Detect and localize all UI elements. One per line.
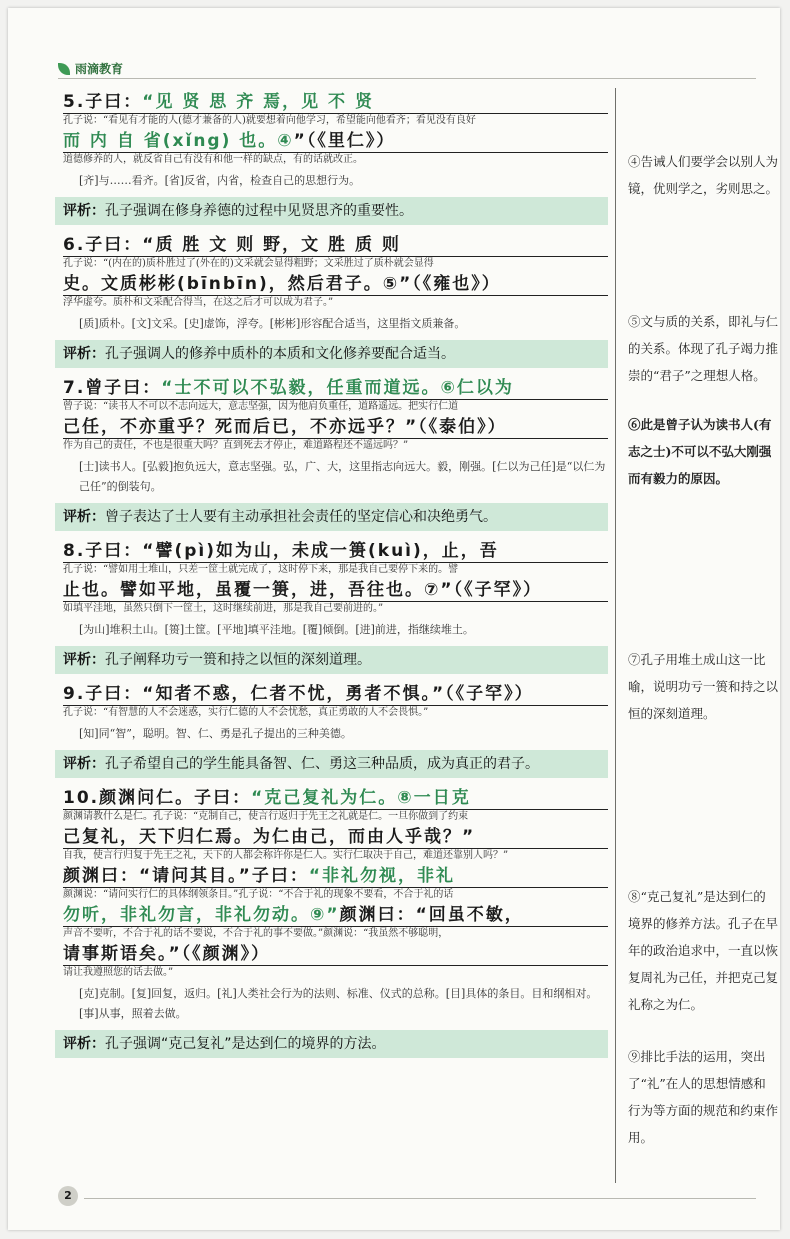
classic-line: 6.子曰：“质 胜 文 则 野，文 胜 质 则 bbox=[63, 235, 608, 257]
gloss-notes: [克]克制。[复]回复，返归。[礼]人类社会行为的法则、标准、仪式的总称。[目]具体的条目。目和纲相对。[事]从事，照着去做。 bbox=[79, 987, 598, 1020]
brand-logo bbox=[58, 60, 123, 77]
entry-number: 10. bbox=[63, 788, 100, 808]
modern-translation: 声音不要听，不合于礼的话不要说，不合于礼的事不要做。”颜渊说：“我虽然不够聪明， bbox=[63, 928, 449, 939]
modern-translation: 道德修养的人，就反省自己有没有和他一样的缺点，有的话就改正。 bbox=[63, 154, 363, 165]
classic-line: 请事斯语矣。”（《颜渊》） bbox=[63, 944, 608, 966]
brand-name: 雨滴教育 bbox=[75, 62, 124, 76]
classic-line: 7.曾子曰：“士不可以不弘毅，任重而道远。⑥仁以为 bbox=[63, 378, 608, 400]
entry-number: 7. bbox=[63, 378, 86, 398]
classic-line: 9.子曰：“知者不惑，仁者不忧，勇者不惧。”（《子罕》） bbox=[63, 684, 608, 706]
entry-number: 6. bbox=[63, 235, 86, 255]
modern-translation: 孔子说：“(内在的)质朴胜过了(外在的)文采就会显得粗野；文采胜过了质朴就会显得 bbox=[63, 258, 434, 269]
sidebar-note-6: ⑥此是曾子认为读书人(有志之士)不可以不弘大刚强而有毅力的原因。 bbox=[628, 417, 772, 486]
entry-5 bbox=[63, 92, 608, 225]
classic-line: 勿听，非礼勿言，非礼勿动。⑨”颜渊曰：“回虽不敏， bbox=[63, 905, 608, 927]
evaluation-box: 评析：孔子强调“克己复礼”是达到仁的境界的方法。 bbox=[55, 1030, 608, 1058]
entry-10 bbox=[63, 788, 608, 1058]
evaluation-box: 评析：孔子强调在修身养德的过程中见贤思齐的重要性。 bbox=[55, 197, 608, 225]
classic-line: 10.颜渊问仁。子曰：“克己复礼为仁。⑧一日克 bbox=[63, 788, 608, 810]
entry-6 bbox=[63, 235, 608, 368]
entry-7 bbox=[63, 378, 608, 531]
entry-number: 9. bbox=[63, 684, 86, 704]
classic-line: 史。文质彬彬(bīnbīn)，然后君子。⑤”（《雍也》） bbox=[63, 274, 608, 296]
leaf-icon bbox=[58, 63, 70, 75]
evaluation-box: 评析：孔子阐释功亏一篑和持之以恒的深刻道理。 bbox=[55, 646, 608, 674]
gloss-notes: [为山]堆积土山。[篑]土筐。[平地]填平洼地。[覆]倾倒。[进]前进，指继续堆土。 bbox=[79, 623, 474, 636]
classic-line: 己复礼，天下归仁焉。为仁由己，而由人乎哉？” bbox=[63, 827, 608, 849]
main-column bbox=[63, 92, 608, 1068]
sidebar-note-4: ④告诫人们要学会以别人为镜，优则学之，劣则思之。 bbox=[628, 154, 779, 196]
classic-line: 止也。譬如平地，虽覆一篑，进，吾往也。⑦”（《子罕》） bbox=[63, 580, 608, 602]
textbook-page bbox=[8, 8, 780, 1230]
evaluation-box: 评析：孔子希望自己的学生能具备智、仁、勇这三种品质，成为真正的君子。 bbox=[55, 750, 608, 778]
modern-translation: 曾子说：“读书人不可以不志向远大，意志坚强，因为他肩负重任，道路遥远。把实行仁道 bbox=[63, 401, 459, 412]
gloss-notes: [齐]与……看齐。[省]反省，内省，检查自己的思想行为。 bbox=[79, 174, 361, 187]
page-number: 2 bbox=[58, 1186, 78, 1206]
modern-translation: 颜渊请教什么是仁。孔子说：“克制自己，使言行返归于先王之礼就是仁。一旦你做到了约束 bbox=[63, 811, 469, 822]
footer-divider bbox=[84, 1198, 756, 1199]
entry-9 bbox=[63, 684, 608, 778]
classic-line: 5.子曰：“见 贤 思 齐 焉，见 不 贤 bbox=[63, 92, 608, 114]
entry-number: 8. bbox=[63, 541, 86, 561]
classic-line: 8.子曰：“譬(pì)如为山，未成一篑(kuì)，止，吾 bbox=[63, 541, 608, 563]
modern-translation: 浮华虚夸。质朴和文采配合得当，在这之后才可以成为君子。” bbox=[63, 297, 334, 308]
modern-translation: 颜渊说：“请问实行仁的具体纲领条目。”孔子说：“不合于礼的现象不要看，不合于礼的话 bbox=[63, 889, 454, 900]
classic-line: 己任，不亦重乎？死而后已，不亦远乎？”（《泰伯》） bbox=[63, 417, 608, 439]
modern-translation: 孔子说：“譬如用土堆山，只差一筐土就完成了，这时停下来，那是我自己要停下来的。譬 bbox=[63, 564, 459, 575]
modern-translation: 如填平洼地，虽然只倒下一筐土，这时继续前进，那是我自己要前进的。” bbox=[63, 603, 384, 614]
modern-translation: 孔子说：“有智慧的人不会迷惑，实行仁德的人不会忧愁，真正勇敢的人不会畏惧。” bbox=[63, 707, 429, 718]
sidebar-note-9: ⑨排比手法的运用，突出了“礼”在人的思想情感和行为等方面的规范和约束作用。 bbox=[628, 1049, 779, 1145]
modern-translation: 自我，使言行归复于先王之礼，天下的人都会称许你是仁人。实行仁取决于自己，难道还靠别人吗？” bbox=[63, 850, 509, 861]
header-divider bbox=[58, 78, 756, 79]
entry-number: 5. bbox=[63, 92, 86, 112]
gloss-notes: [士]读书人。[弘毅]抱负远大，意志坚强。弘，广、大，这里指志向远大。毅，刚强。[仁以为己任]是“以仁为己任”的倒装句。 bbox=[79, 460, 606, 493]
classic-line: 而 内 自 省(xǐng) 也。④”（《里仁》） bbox=[63, 131, 608, 153]
modern-translation: 作为自己的责任，不也是很重大吗？直到死去才停止，难道路程还不遥远吗？” bbox=[63, 440, 409, 451]
sidebar-note-8: ⑧“克己复礼”是达到仁的境界的修养方法。孔子在早年的政治追求中，一直以恢复周礼为己任，并把克己复礼称之为仁。 bbox=[628, 889, 779, 1012]
evaluation-box: 评析：孔子强调人的修养中质朴的本质和文化修养要配合适当。 bbox=[55, 340, 608, 368]
classic-line: 颜渊曰：“请问其目。”子曰：“非礼勿视，非礼 bbox=[63, 866, 608, 888]
gloss-notes: [知]同“智”，聪明。智、仁、勇是孔子提出的三种美德。 bbox=[79, 727, 352, 740]
column-divider bbox=[615, 88, 616, 1183]
modern-translation: 请让我遵照您的话去做。” bbox=[63, 967, 174, 978]
sidebar-note-5: ⑤文与质的关系，即礼与仁的关系。体现了孔子竭力推崇的“君子”之理想人格。 bbox=[628, 314, 779, 383]
evaluation-box: 评析：曾子表达了士人要有主动承担社会责任的坚定信心和决绝勇气。 bbox=[55, 503, 608, 531]
modern-translation: 孔子说：“看见有才能的人(德才兼备的人)就要想着向他学习，希望能向他看齐；看见没有良好 bbox=[63, 115, 476, 126]
sidebar-note-7: ⑦孔子用堆土成山这一比喻，说明功亏一篑和持之以恒的深刻道理。 bbox=[628, 652, 779, 721]
gloss-notes: [质]质朴。[文]文采。[史]虚饰，浮夸。[彬彬]形容配合适当，这里指文质兼备。 bbox=[79, 317, 466, 330]
entry-8 bbox=[63, 541, 608, 674]
